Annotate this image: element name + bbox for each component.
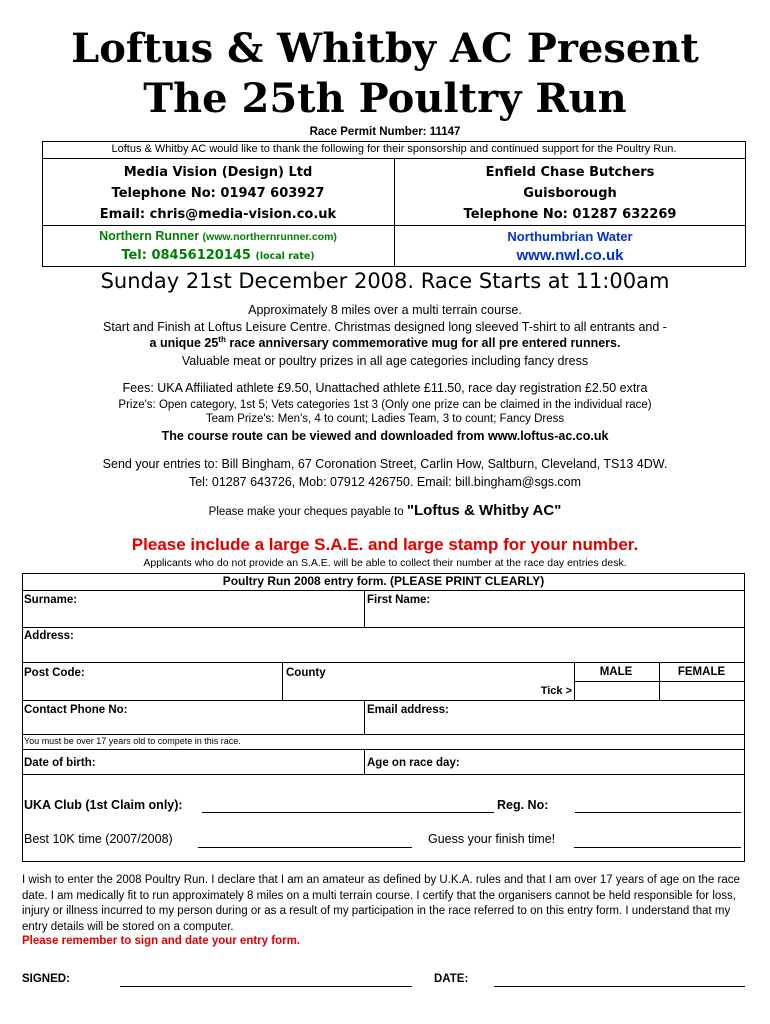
sponsor-thanks: Loftus & Whitby AC would like to thank the following for their sponsorship and continued support for the Poultry Run. [111,143,677,155]
age-note: You must be over 17 years old to compete in this race. [24,736,241,746]
anniversary-mug [0,335,770,350]
address-label: Address: [24,630,74,642]
course-route: The course route can be viewed and downloaded from www.loftus-ac.co.uk [161,429,609,443]
divider [22,700,745,701]
reg-label: Reg. No: [497,798,549,812]
race-permit: Race Permit Number: 11147 [309,126,461,138]
tick-label: Tick > [540,685,572,697]
prize-categories: Prize's: Open category, 1st 5; Vets categories 1st 3 (Only one prize can be claimed in the individual race) [118,399,652,411]
declaration-text: I wish to enter the 2008 Poultry Run. I declare that I am an amateur as defined by U.K.A. rules and that I am over 17 years of age on the race date. I am medically fit to run approximately 8 miles on a multi terrain course. I certify that the organisers cannot be held responsible for loss, injury or illness incurred to my person during or as a result of my participation in the race referred to on this entry form. I understand that my entry details will be stored on a computer. [22,874,740,933]
signature-field[interactable] [120,986,412,987]
entries-contact: Tel: 01287 643726, Mob: 07912 426750. Email: bill.bingham@sgs.com [188,475,582,489]
divider [42,225,746,226]
signed-label: SIGNED: [22,973,70,985]
sponsor-rate: (local rate) [255,251,315,262]
sponsor-town: Guisborough [523,186,617,201]
sae-notice: Please include a large S.A.E. and large stamp for your number. [131,535,639,554]
sponsor-name: Northumbrian Water [507,229,633,244]
form-heading: Poultry Run 2008 entry form. (PLEASE PRINT CLEARLY) [222,574,545,588]
age-race-label: Age on race day: [367,757,460,769]
address-field[interactable] [24,645,743,661]
title-line-2: The 25th Poultry Run [143,75,627,122]
dob-label: Date of birth: [24,757,96,769]
club-label: UKA Club (1st Claim only): [24,798,183,812]
sponsor-name: Media Vision (Design) Ltd [123,165,313,180]
sponsor-media-vision [42,162,394,225]
date-label: DATE: [434,973,469,985]
sponsor-enfield-chase [394,162,746,225]
phone-label: Contact Phone No: [24,704,128,716]
sponsor-northumbrian-water [394,228,746,266]
mug-text: a unique 25 [149,336,219,351]
surname-label: Surname: [24,594,78,606]
cheques-payee: "Loftus & Whitby AC" [406,502,562,519]
reg-field[interactable] [575,812,741,813]
divider [22,627,745,628]
divider [282,662,283,700]
team-prizes: Team Prize's: Men's, 4 to count; Ladies Team, 3 to count; Fancy Dress [205,413,565,425]
first-name-field[interactable] [367,608,743,626]
divider [364,700,365,734]
start-finish-info: Start and Finish at Loftus Leisure Centre. Christmas designed long sleeved T-shirt to all entrants and - [103,320,667,334]
email-label: Email address: [367,704,449,716]
surname-field[interactable] [24,608,362,626]
guess-time-label: Guess your finish time! [428,832,556,846]
mug-sup: th [218,335,226,344]
guess-time-field[interactable] [574,847,741,848]
sponsor-phone: Telephone No: 01947 603927 [111,186,325,201]
cheques-payable [0,502,770,520]
title-line-1: Loftus & Whitby AC Present [71,25,699,72]
best-10k-field[interactable] [198,847,412,848]
club-field[interactable] [202,812,494,813]
divider [22,774,745,775]
sponsor-name: Enfield Chase Butchers [485,165,655,180]
mug-text: race anniversary commemorative mug for all pre entered runners. [225,336,621,351]
phone-field[interactable] [24,718,362,733]
sponsor-name: Northern Runner [99,229,200,243]
male-label: MALE [599,666,633,678]
entries-address: Send your entries to: Bill Bingham, 67 Coronation Street, Carlin How, Saltburn, Cleveland, TS13 4DW. [102,457,668,471]
first-name-label: First Name: [367,594,431,606]
female-tick-box[interactable] [658,681,745,700]
sponsor-url: (www.northernrunner.com) [202,231,337,243]
cheques-text: Please make your cheques payable to [208,506,407,518]
best-10k-label: Best 10K time (2007/2008) [24,832,173,846]
divider [364,749,365,774]
course-description: Approximately 8 miles over a multi terrain course. [248,303,522,317]
date-field[interactable] [494,986,745,987]
county-label: County [286,667,326,679]
post-code-label: Post Code: [24,667,85,679]
sae-note: Applicants who do not provide an S.A.E. will be able to collect their number at the race day entries desk. [143,557,627,569]
email-field[interactable] [367,718,743,733]
divider [22,734,745,735]
female-label: FEMALE [677,666,726,678]
divider [364,590,365,627]
sponsor-url: www.nwl.co.uk [516,247,624,264]
sponsor-phone: Telephone No: 01287 632269 [463,207,677,222]
sponsor-tel: Tel: 08456120145 [121,248,251,263]
sign-reminder: Please remember to sign and date your entry form. [22,935,300,947]
prizes-info: Valuable meat or poultry prizes in all age categories including fancy dress [181,354,589,368]
divider [22,590,745,591]
divider [22,749,745,750]
sponsor-northern-runner [42,228,394,267]
sponsor-email: Email: chris@media-vision.co.uk [99,207,337,222]
fees-info: Fees: UKA Affiliated athlete £9.50, Unattached athlete £11.50, race day registration £2.50 extra [122,381,648,395]
race-date-line: Sunday 21st December 2008. Race Starts at 11:00am [100,269,670,293]
